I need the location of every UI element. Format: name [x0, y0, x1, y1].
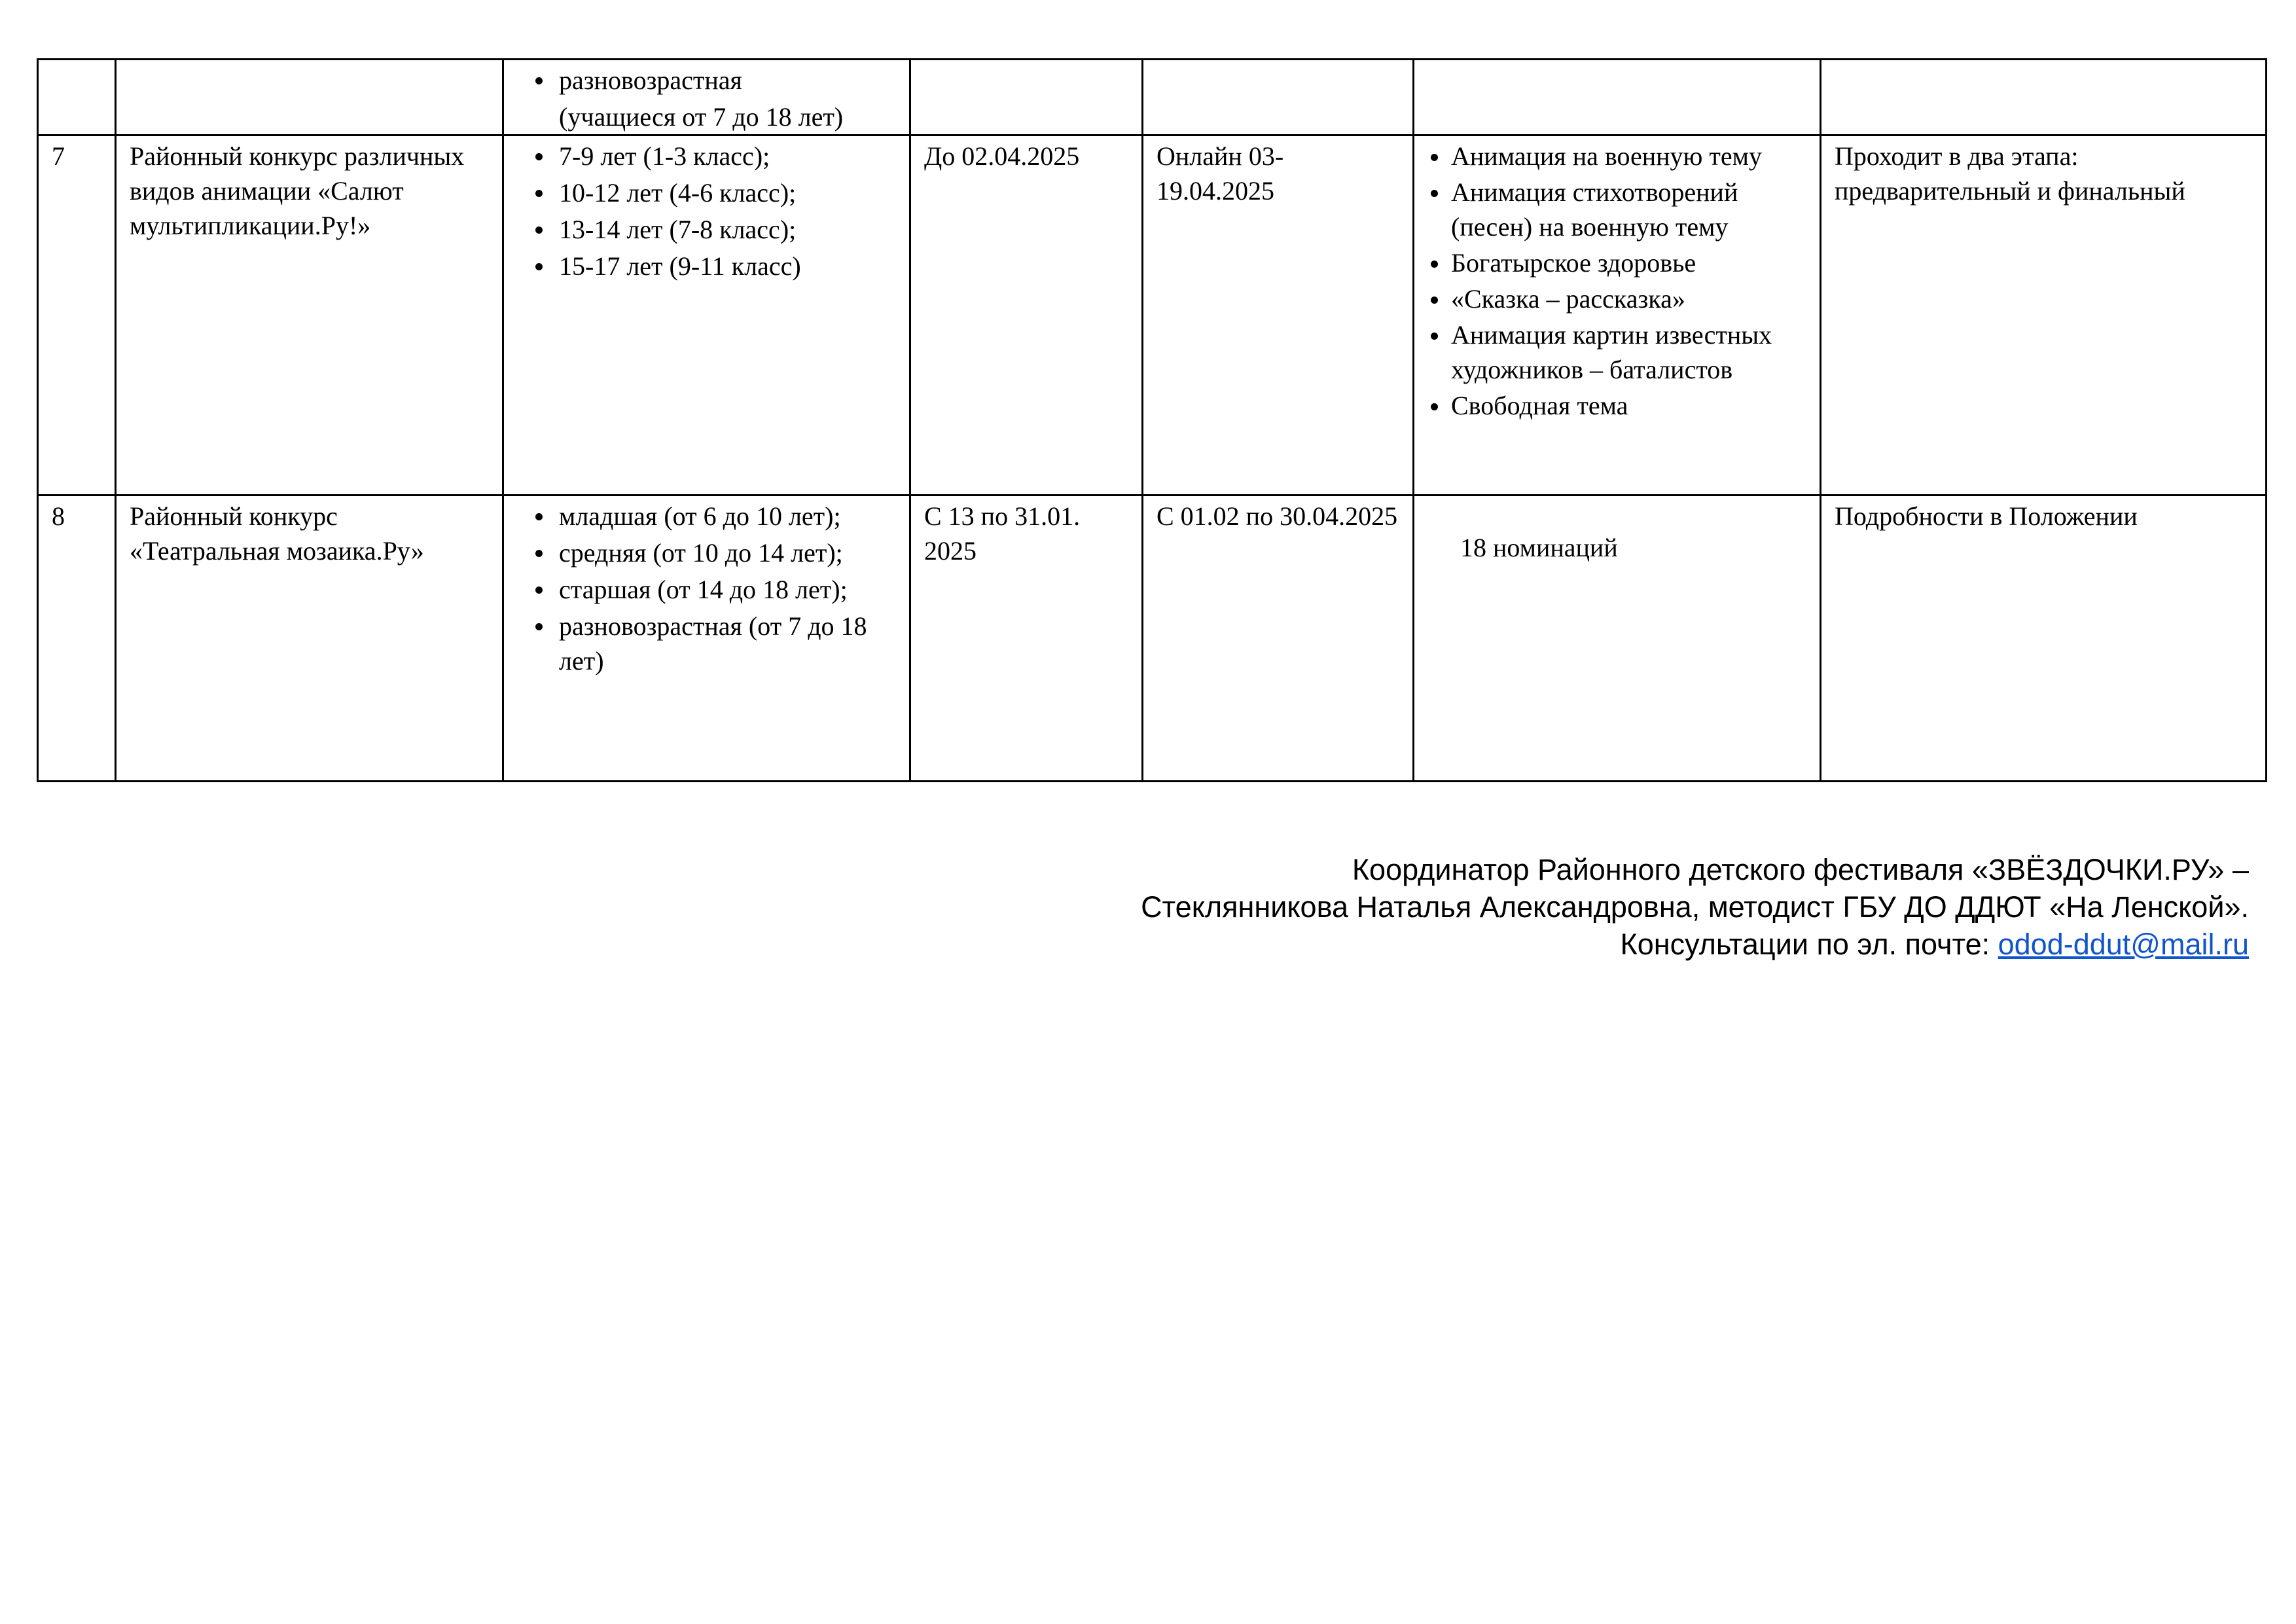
nomination-item: Анимация на военную тему — [1427, 139, 1806, 173]
list-item: разновозрастная (от 7 до 18 лет) — [535, 609, 896, 678]
cell-dates — [1143, 60, 1414, 135]
cell-ages — [503, 135, 910, 496]
cell-nominations — [1414, 60, 1821, 135]
cell-deadline: До 02.04.2025 — [910, 135, 1143, 496]
table-row — [38, 135, 2267, 496]
cell-dates: Онлайн 03-19.04.2025 — [1143, 135, 1414, 496]
nomination-item: Анимация стихотворений (песен) на военную тему — [1427, 175, 1806, 244]
email-link[interactable]: odod-ddut@mail.ru — [1998, 928, 2249, 961]
table-row — [38, 496, 2267, 782]
cell-note: Подробности в Положении — [1821, 496, 2267, 782]
nomination-item: «Сказка – рассказка» — [1427, 281, 1806, 316]
list-item: 7-9 лет (1-3 класс); — [535, 139, 896, 173]
cell-name — [116, 60, 503, 135]
cell-nominations — [1414, 135, 1821, 496]
list-item: 10-12 лет (4-6 класс); — [535, 175, 896, 210]
nomination-item: Богатырское здоровье — [1427, 245, 1806, 280]
ages-tail: (учащиеся от 7 до 18 лет) — [559, 102, 844, 132]
events-table — [37, 58, 2267, 782]
footer-line-3 — [1141, 926, 2249, 963]
list-item: 13-14 лет (7-8 класс); — [535, 212, 896, 247]
nominations-count: 18 номинаций — [1460, 533, 1618, 562]
cell-name: Районный конкурс «Театральная мозаика.Ру» — [116, 496, 503, 782]
cell-deadline: С 13 по 31.01. 2025 — [910, 496, 1143, 782]
cell-ages — [503, 60, 910, 135]
cell-nominations — [1414, 496, 1821, 782]
footer-line-1: Координатор Районного детского фестиваля «ЗВЁЗДОЧКИ.РУ» – — [1352, 853, 2249, 886]
list-item: старшая (от 14 до 18 лет); — [535, 572, 896, 607]
nomination-item: Анимация картин известных художников – баталистов — [1427, 317, 1806, 387]
footer-line-2: Стеклянникова Наталья Александровна, методист ГБУ ДО ДДЮТ «На Ленской». — [1141, 890, 2249, 924]
cell-name: Районный конкурс различных видов анимации «Салют мультипликации.Ру!» — [116, 135, 503, 496]
list-item: разновозрастная — [535, 63, 896, 98]
cell-num — [38, 60, 116, 135]
footer-line-3-prefix: Консультации по эл. почте: — [1620, 928, 1998, 961]
list-item: 15-17 лет (9-11 класс) — [535, 249, 896, 283]
cell-dates: С 01.02 по 30.04.2025 — [1143, 496, 1414, 782]
table-row-continuation — [38, 60, 2267, 135]
cell-ages — [503, 496, 910, 782]
cell-note: Проходит в два этапа: предварительный и финальный — [1821, 135, 2267, 496]
cell-deadline — [910, 60, 1143, 135]
nomination-item: Свободная тема — [1427, 388, 1806, 423]
cell-num: 7 — [38, 135, 116, 496]
cell-note — [1821, 60, 2267, 135]
list-item: младшая (от 6 до 10 лет); — [535, 499, 896, 533]
coordinator-info — [1141, 851, 2249, 963]
list-item: средняя (от 10 до 14 лет); — [535, 535, 896, 570]
cell-num: 8 — [38, 496, 116, 782]
